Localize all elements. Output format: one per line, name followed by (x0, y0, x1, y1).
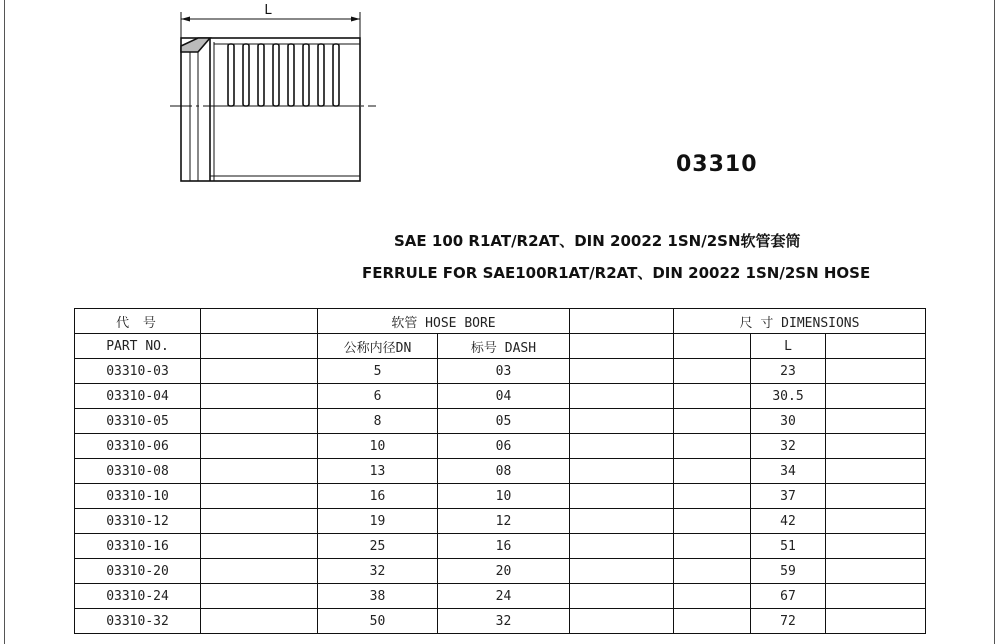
part-number-cell: 03310-03 (75, 359, 201, 384)
empty-cell (826, 459, 926, 484)
table-row (75, 609, 926, 634)
dash-cell: 16 (438, 534, 570, 559)
length-cell: 34 (751, 459, 826, 484)
empty-cell (674, 584, 751, 609)
part-number-cell: 03310-04 (75, 384, 201, 409)
header-code-en: PART NO. (75, 334, 201, 359)
empty-cell (570, 334, 674, 359)
empty-cell (570, 359, 674, 384)
page-border-right (994, 0, 995, 644)
length-cell: 32 (751, 434, 826, 459)
empty-cell (674, 459, 751, 484)
empty-cell (570, 609, 674, 634)
empty-cell (201, 384, 318, 409)
dash-cell: 04 (438, 384, 570, 409)
nominal-dn-cell: 16 (318, 484, 438, 509)
nominal-dn-cell: 25 (318, 534, 438, 559)
table-row (75, 509, 926, 534)
empty-cell (674, 509, 751, 534)
table-row (75, 559, 926, 584)
empty-cell (201, 509, 318, 534)
length-cell: 72 (751, 609, 826, 634)
nominal-dn-cell: 6 (318, 384, 438, 409)
header-code-cn: 代 号 (75, 309, 201, 334)
ferrule-drawing (168, 0, 378, 200)
table-row (75, 584, 926, 609)
nominal-dn-cell: 8 (318, 409, 438, 434)
dash-cell: 03 (438, 359, 570, 384)
table-row (75, 409, 926, 434)
length-cell: 30 (751, 409, 826, 434)
empty-cell (674, 484, 751, 509)
part-number-cell: 03310-24 (75, 584, 201, 609)
dimension-label-l: L (264, 3, 272, 18)
empty-cell (201, 559, 318, 584)
empty-cell (570, 384, 674, 409)
empty-cell (570, 459, 674, 484)
empty-cell (201, 309, 318, 334)
dash-cell: 05 (438, 409, 570, 434)
dash-cell: 20 (438, 559, 570, 584)
nominal-dn-cell: 32 (318, 559, 438, 584)
part-code: 03310 (676, 152, 758, 177)
dash-cell: 12 (438, 509, 570, 534)
part-number-cell: 03310-08 (75, 459, 201, 484)
empty-cell (826, 359, 926, 384)
empty-cell (826, 509, 926, 534)
dash-cell: 08 (438, 459, 570, 484)
empty-cell (201, 534, 318, 559)
length-cell: 42 (751, 509, 826, 534)
empty-cell (674, 359, 751, 384)
nominal-dn-cell: 13 (318, 459, 438, 484)
length-cell: 23 (751, 359, 826, 384)
nominal-dn-cell: 5 (318, 359, 438, 384)
length-cell: 59 (751, 559, 826, 584)
empty-cell (826, 534, 926, 559)
table-row (75, 534, 926, 559)
empty-cell (826, 584, 926, 609)
empty-cell (201, 334, 318, 359)
empty-cell (674, 534, 751, 559)
empty-cell (570, 584, 674, 609)
empty-cell (674, 334, 751, 359)
part-number-cell: 03310-12 (75, 509, 201, 534)
empty-cell (570, 534, 674, 559)
title-english: FERRULE FOR SAE100R1AT/R2AT、DIN 20022 1SN/2SN HOSE (362, 264, 871, 282)
empty-cell (674, 559, 751, 584)
empty-cell (201, 359, 318, 384)
part-number-cell: 03310-20 (75, 559, 201, 584)
empty-cell (570, 509, 674, 534)
header-hose-bore: 软管 HOSE BORE (318, 309, 570, 334)
empty-cell (201, 434, 318, 459)
table-row (75, 484, 926, 509)
empty-cell (201, 484, 318, 509)
page-border-left (4, 0, 5, 644)
length-cell: 67 (751, 584, 826, 609)
nominal-dn-cell: 38 (318, 584, 438, 609)
dash-cell: 06 (438, 434, 570, 459)
empty-cell (570, 484, 674, 509)
empty-cell (674, 434, 751, 459)
empty-cell (826, 434, 926, 459)
header-l: L (751, 334, 826, 359)
empty-cell (674, 609, 751, 634)
part-number-cell: 03310-32 (75, 609, 201, 634)
empty-cell (826, 609, 926, 634)
empty-cell (201, 584, 318, 609)
header-dimensions: 尺 寸 DIMENSIONS (674, 309, 926, 334)
part-number-cell: 03310-10 (75, 484, 201, 509)
nominal-dn-cell: 19 (318, 509, 438, 534)
length-cell: 51 (751, 534, 826, 559)
spec-table (74, 308, 926, 634)
header-row-1 (75, 309, 926, 334)
empty-cell (570, 309, 674, 334)
empty-cell (201, 459, 318, 484)
empty-cell (570, 434, 674, 459)
nominal-dn-cell: 50 (318, 609, 438, 634)
empty-cell (674, 384, 751, 409)
dash-cell: 24 (438, 584, 570, 609)
title-chinese: SAE 100 R1AT/R2AT、DIN 20022 1SN/2SN软管套筒 (394, 232, 801, 250)
header-dash: 标号 DASH (438, 334, 570, 359)
part-number-cell: 03310-16 (75, 534, 201, 559)
part-number-cell: 03310-05 (75, 409, 201, 434)
header-nominal-dn: 公称内径DN (318, 334, 438, 359)
length-cell: 30.5 (751, 384, 826, 409)
header-row-2 (75, 334, 926, 359)
length-cell: 37 (751, 484, 826, 509)
empty-cell (826, 384, 926, 409)
empty-cell (826, 334, 926, 359)
empty-cell (201, 409, 318, 434)
empty-cell (826, 484, 926, 509)
empty-cell (826, 559, 926, 584)
empty-cell (570, 559, 674, 584)
dash-cell: 32 (438, 609, 570, 634)
table-row (75, 434, 926, 459)
empty-cell (826, 409, 926, 434)
dash-cell: 10 (438, 484, 570, 509)
table-row (75, 384, 926, 409)
empty-cell (570, 409, 674, 434)
table-row (75, 359, 926, 384)
empty-cell (201, 609, 318, 634)
part-number-cell: 03310-06 (75, 434, 201, 459)
nominal-dn-cell: 10 (318, 434, 438, 459)
empty-cell (674, 409, 751, 434)
table-row (75, 459, 926, 484)
